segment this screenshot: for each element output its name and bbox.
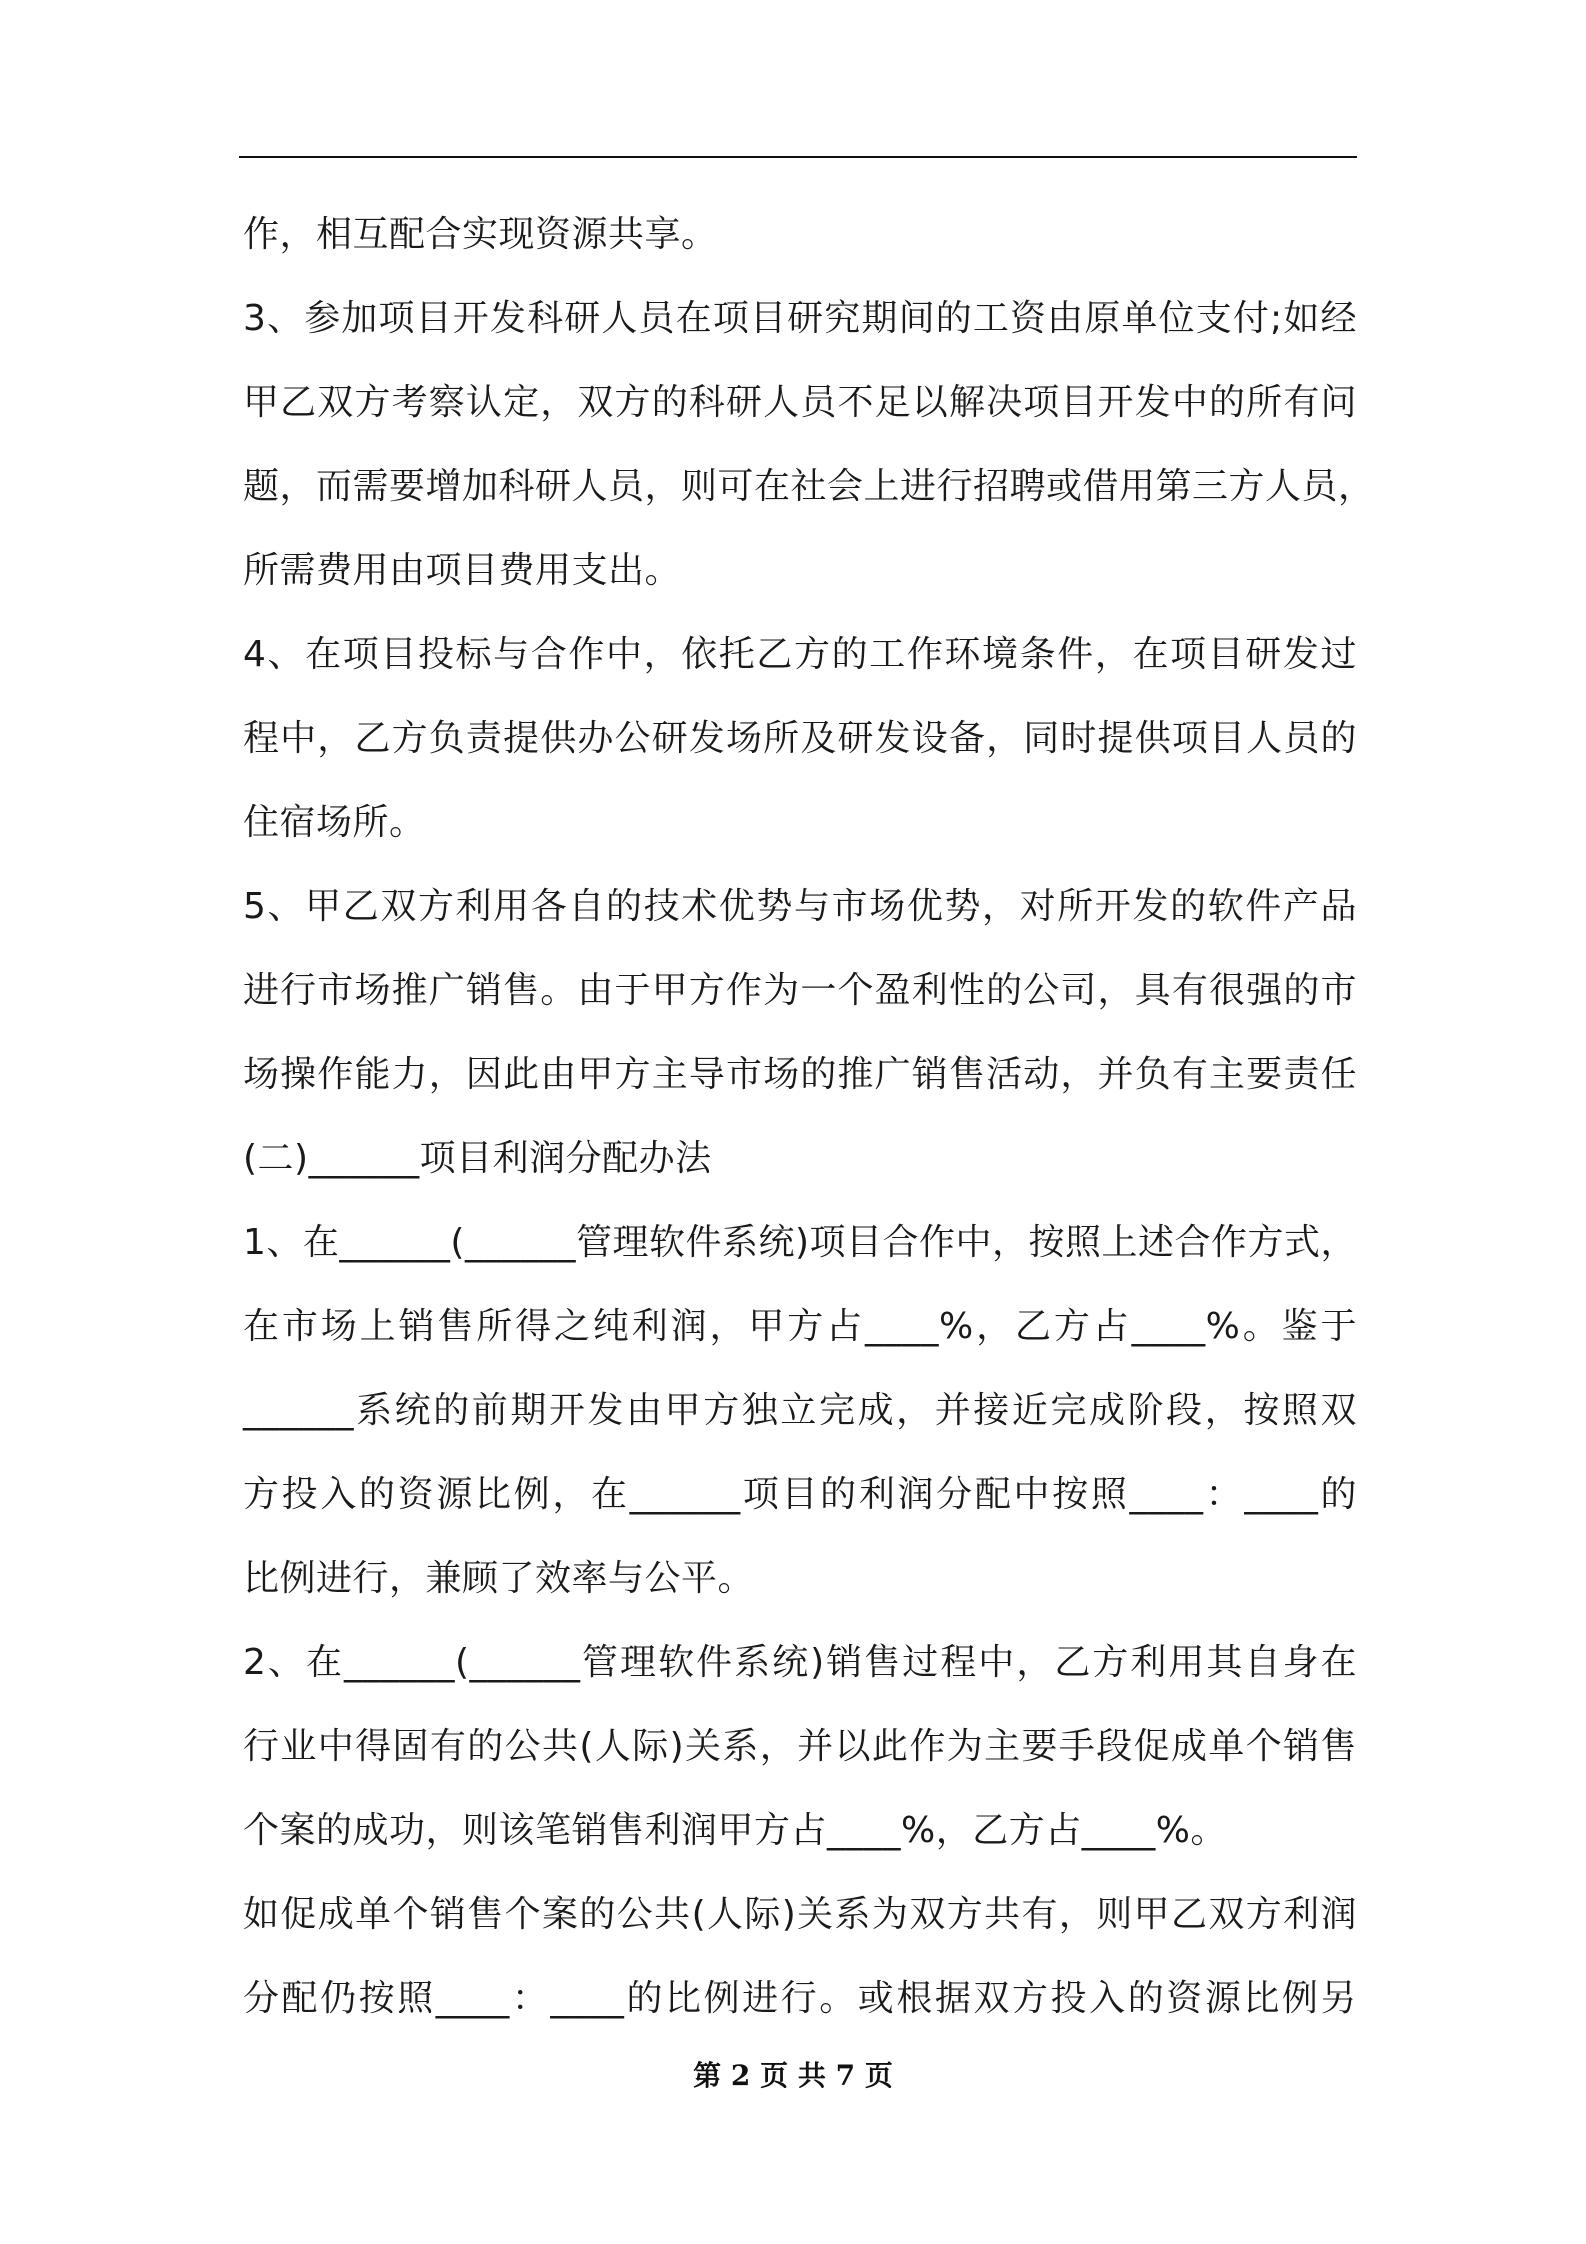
text-line: 所需费用由项目费用支出。 <box>243 550 682 591</box>
text-line: 进行市场推广销售。由于甲方作为一个盈利性的公司，具有很强的市 <box>243 970 1357 1011</box>
text-line: 5、甲乙双方利用各自的技术优势与市场优势，对所开发的软件产品 <box>243 886 1357 927</box>
text-line: 行业中得固有的公共(人际)关系，并以此作为主要手段促成单个销售 <box>243 1726 1357 1767</box>
text-line: 个案的成功，则该笔销售利润甲方占____%，乙方占____%。 <box>243 1810 1227 1851</box>
document-body <box>243 193 1375 2041</box>
text-line: 住宿场所。 <box>243 802 426 843</box>
text-line: 方投入的资源比例，在______项目的利润分配中按照____：____的 <box>243 1474 1357 1515</box>
section-heading: (二)______项目利润分配办法 <box>243 1138 712 1179</box>
text-line: ______系统的前期开发由甲方独立完成，并接近完成阶段，按照双 <box>243 1390 1357 1431</box>
text-line: 4、在项目投标与合作中，依托乙方的工作环境条件，在项目研发过 <box>243 634 1357 675</box>
text-line: 题，而需要增加科研人员，则可在社会上进行招聘或借用第三方人员， <box>243 466 1375 507</box>
text-line: 分配仍按照____：____的比例进行。或根据双方投入的资源比例另 <box>243 1978 1357 2019</box>
text-line: 在市场上销售所得之纯利润，甲方占____%，乙方占____%。鉴于 <box>243 1306 1357 1347</box>
page-number-footer: 第 2 页 共 7 页 <box>693 2059 893 2092</box>
text-line: 程中，乙方负责提供办公研发场所及研发设备，同时提供项目人员的 <box>243 718 1357 759</box>
text-line: 比例进行，兼顾了效率与公平。 <box>243 1558 755 1599</box>
text-line: 甲乙双方考察认定，双方的科研人员不足以解决项目开发中的所有问 <box>243 382 1357 423</box>
text-line: 3、参加项目开发科研人员在项目研究期间的工资由原单位支付;如经 <box>243 298 1357 339</box>
text-line: 如促成单个销售个案的公共(人际)关系为双方共有，则甲乙双方利润 <box>243 1894 1357 1935</box>
header-rule <box>239 156 1357 158</box>
text-line: 场操作能力，因此由甲方主导市场的推广销售活动，并负有主要责任 <box>243 1054 1357 1095</box>
text-line: 作，相互配合实现资源共享。 <box>243 214 718 255</box>
text-line: 1、在______(______管理软件系统)项目合作中，按照上述合作方式， <box>243 1222 1357 1263</box>
text-line: 2、在______(______管理软件系统)销售过程中，乙方利用其自身在 <box>243 1642 1357 1683</box>
